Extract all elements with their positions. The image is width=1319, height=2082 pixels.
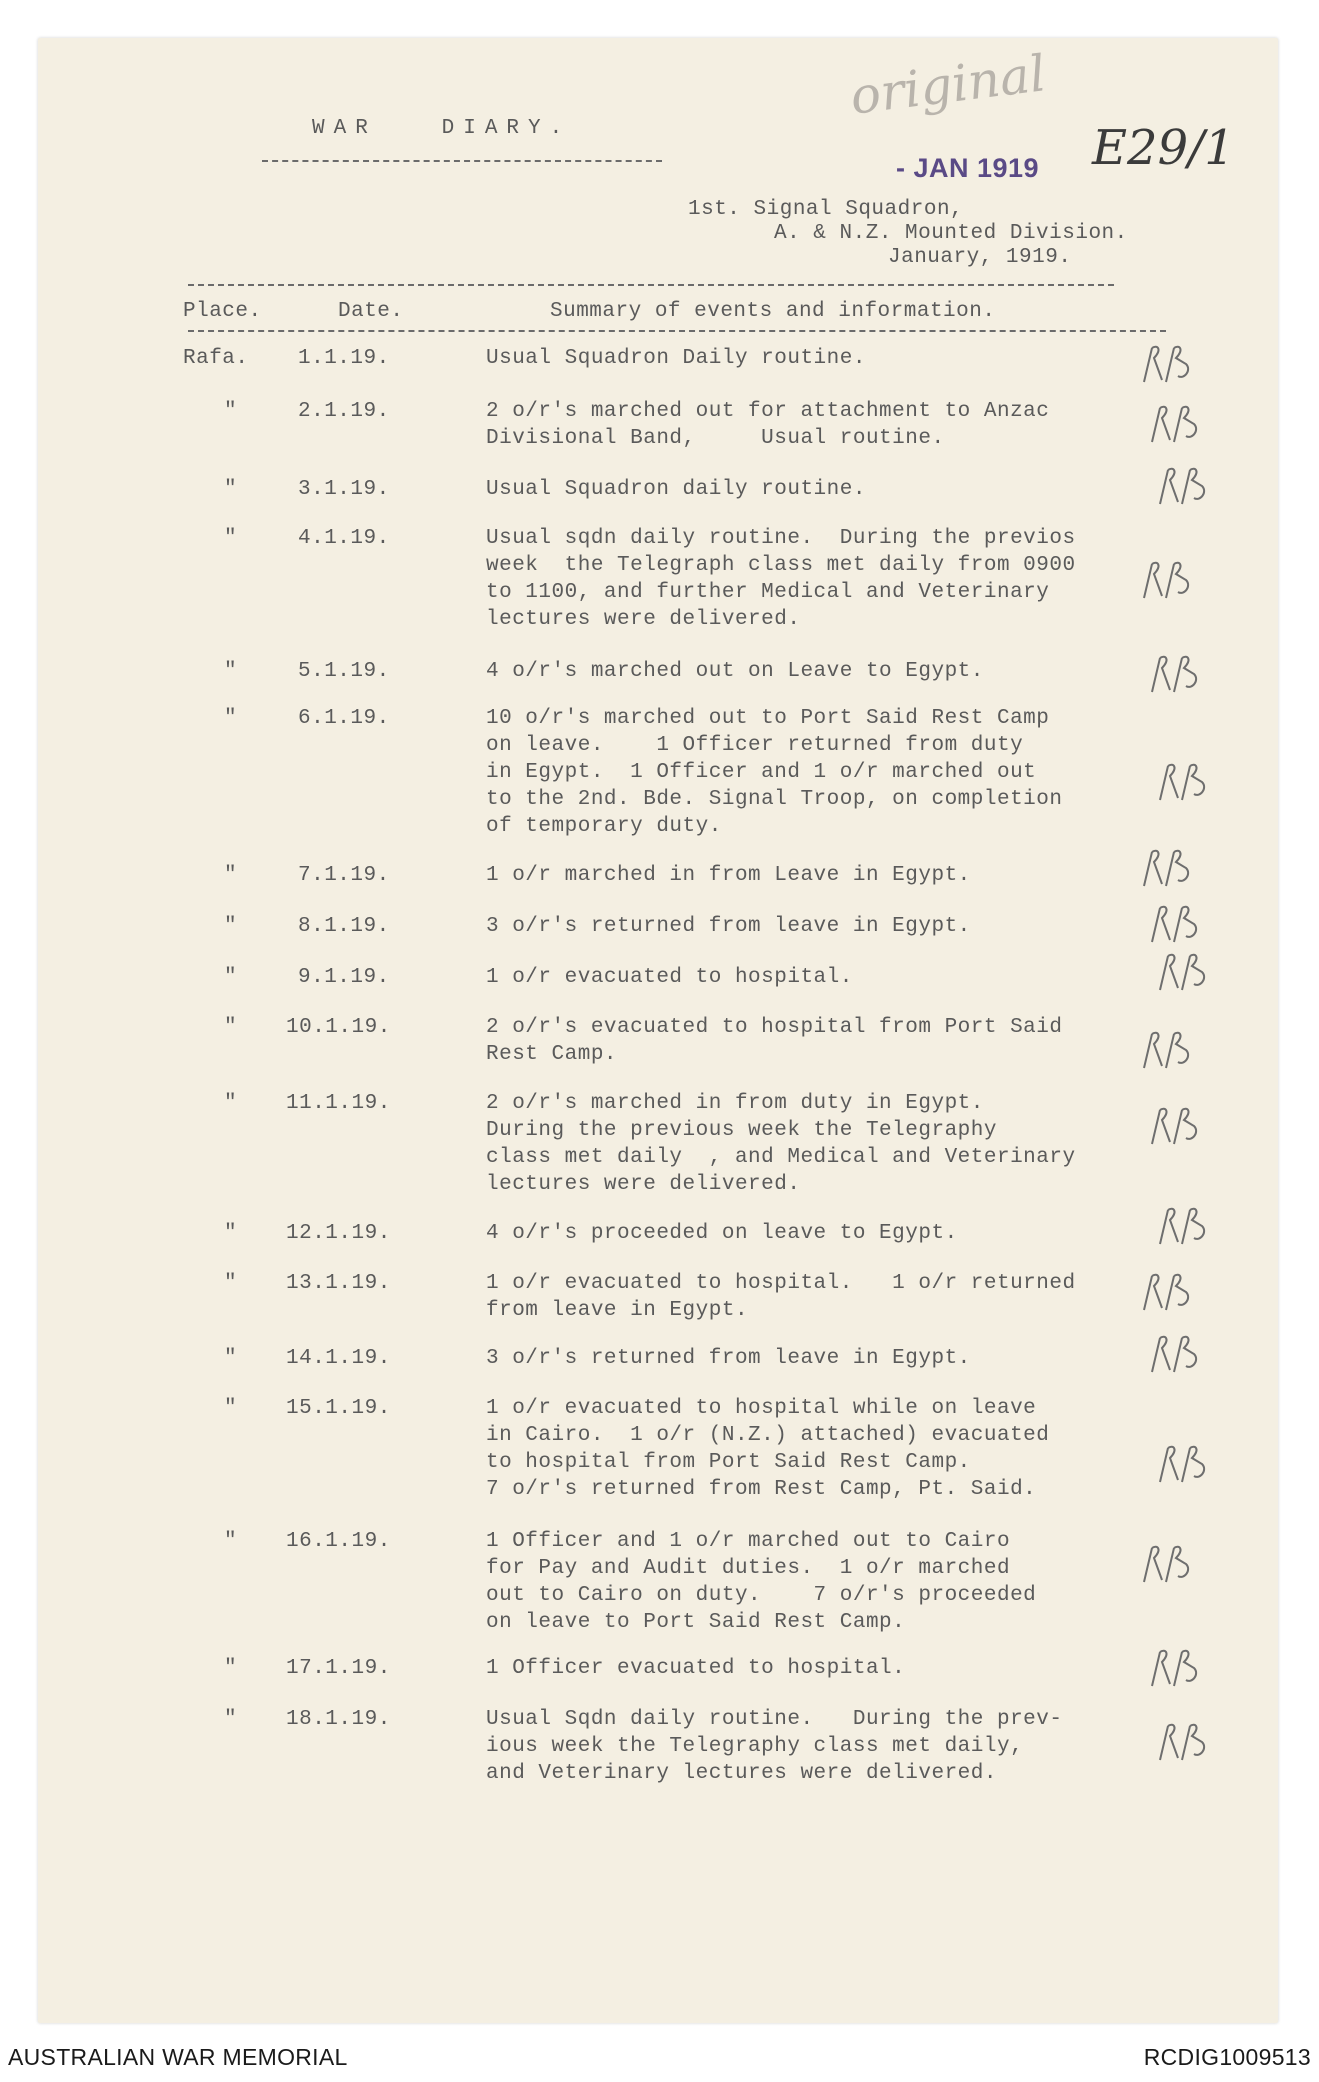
entry-place: Rafa. (183, 347, 249, 370)
entry-summary: 2 o/r's evacuated to hospital from Port Said Rest Camp. (486, 1016, 1063, 1066)
entry-date: 17.1.19. (286, 1657, 391, 1680)
entry-summary: Usual Sqdn daily routine. During the prev- ious week the Telegraphy class met daily, and Veterinary lectures were delivered. (486, 1708, 1063, 1785)
handwritten-initials (1148, 900, 1212, 946)
entry-place: " (223, 1530, 238, 1553)
handwritten-initials (1140, 1268, 1204, 1314)
handwritten-initials (1140, 1026, 1204, 1072)
entry-summary: Usual Squadron daily routine. (486, 478, 866, 501)
entry-date: 10.1.19. (286, 1016, 391, 1039)
handwritten-initials (1148, 650, 1212, 696)
handwritten-initials (1156, 1202, 1220, 1248)
entry-date: 6.1.19. (298, 707, 390, 730)
entry-date: 13.1.19. (286, 1272, 391, 1295)
entry-summary: 1 o/r evacuated to hospital. (486, 966, 853, 989)
handwritten-reference: E29/1 (1092, 120, 1235, 176)
entry-summary: Usual sqdn daily routine. During the previos week the Telegraph class met daily from 0900 to 1100, and further Medical and Veterinary lectures were delivered. (486, 527, 1076, 631)
handwritten-initials (1140, 556, 1204, 602)
handwritten-initials (1140, 844, 1204, 890)
entry-place: " (223, 1397, 238, 1420)
initials-mark (1156, 758, 1220, 804)
handwritten-initials (1148, 1330, 1212, 1376)
handwritten-original-note: original (847, 44, 1049, 126)
column-place: Place. (183, 300, 262, 323)
initials-mark (1156, 1718, 1220, 1764)
entry-summary: 2 o/r's marched out for attachment to Anzac Divisional Band, Usual routine. (486, 400, 1050, 450)
initials-mark (1156, 948, 1220, 994)
entry-date: 18.1.19. (286, 1708, 391, 1731)
entry-date: 15.1.19. (286, 1397, 391, 1420)
initials-mark (1156, 1202, 1220, 1248)
entry-summary: 3 o/r's returned from leave in Egypt. (486, 1347, 971, 1370)
header-rule-bottom (188, 330, 1166, 332)
handwritten-initials (1148, 1102, 1212, 1148)
entry-place: " (223, 400, 238, 423)
entry-date: 8.1.19. (298, 915, 390, 938)
footer-record-id: RCDIG1009513 (1143, 2044, 1311, 2070)
initials-mark (1148, 900, 1212, 946)
entry-summary: 1 Officer evacuated to hospital. (486, 1657, 906, 1680)
entry-place: " (223, 864, 238, 887)
entry-place: " (223, 660, 238, 683)
initials-mark (1148, 650, 1212, 696)
handwritten-initials (1140, 340, 1204, 386)
handwritten-initials (1148, 400, 1212, 446)
initials-mark (1148, 1102, 1212, 1148)
entry-summary: Usual Squadron Daily routine. (486, 347, 866, 370)
handwritten-initials (1156, 1718, 1220, 1764)
entry-summary: 3 o/r's returned from leave in Egypt. (486, 915, 971, 938)
entry-place: " (223, 707, 238, 730)
initials-mark (1148, 1644, 1212, 1690)
entry-place: " (223, 527, 238, 550)
entry-place: " (223, 966, 238, 989)
entry-place: " (223, 1657, 238, 1680)
title-underline (262, 160, 662, 162)
entry-summary: 1 Officer and 1 o/r marched out to Cairo for Pay and Audit duties. 1 o/r marched out to Cairo on duty. 7 o/r's proceeded on leave to Port Said Rest Camp. (486, 1530, 1037, 1634)
entry-date: 5.1.19. (298, 660, 390, 683)
entry-summary: 10 o/r's marched out to Port Said Rest Camp on leave. 1 Officer returned from duty in Egypt. 1 Officer and 1 o/r marched out to the 2nd. Bde. Signal Troop, on completion of temporary duty. (486, 707, 1063, 838)
initials-mark (1148, 1330, 1212, 1376)
column-summary: Summary of events and information. (550, 300, 996, 323)
handwritten-initials (1156, 462, 1220, 508)
entry-date: 14.1.19. (286, 1347, 391, 1370)
entry-date: 7.1.19. (298, 864, 390, 887)
initials-mark (1140, 1268, 1204, 1314)
entry-summary: 4 o/r's marched out on Leave to Egypt. (486, 660, 984, 683)
entry-date: 11.1.19. (286, 1092, 391, 1115)
entry-date: 2.1.19. (298, 400, 390, 423)
unit-line-1: 1st. Signal Squadron, (688, 198, 964, 221)
initials-mark (1140, 1026, 1204, 1072)
entry-place: " (223, 915, 238, 938)
entry-summary: 2 o/r's marched in from duty in Egypt. During the previous week the Telegraphy class met daily , and Medical and Veterinary lectures were delivered. (486, 1092, 1076, 1196)
initials-mark (1140, 556, 1204, 602)
entry-date: 1.1.19. (298, 347, 390, 370)
entry-place: " (223, 1272, 238, 1295)
entry-date: 16.1.19. (286, 1530, 391, 1553)
entry-date: 3.1.19. (298, 478, 390, 501)
entry-summary: 1 o/r evacuated to hospital while on leave in Cairo. 1 o/r (N.Z.) attached) evacuated to hospital from Port Said Rest Camp. 7 o/r's returned from Rest Camp, Pt. Said. (486, 1397, 1050, 1501)
footer-institution: AUSTRALIAN WAR MEMORIAL (8, 2044, 348, 2070)
handwritten-initials (1156, 758, 1220, 804)
initials-mark (1140, 340, 1204, 386)
initials-mark (1148, 400, 1212, 446)
initials-mark (1156, 462, 1220, 508)
handwritten-initials (1156, 1440, 1220, 1486)
initials-mark (1140, 844, 1204, 890)
date-received-stamp: - JAN 1919 (896, 153, 1040, 183)
unit-line-2: A. & N.Z. Mounted Division. (774, 222, 1128, 245)
entry-date: 4.1.19. (298, 527, 390, 550)
handwritten-initials (1156, 948, 1220, 994)
entry-summary: 1 o/r evacuated to hospital. 1 o/r returned from leave in Egypt. (486, 1272, 1076, 1322)
entry-place: " (223, 1092, 238, 1115)
initials-mark (1156, 1440, 1220, 1486)
entry-place: " (223, 1708, 238, 1731)
column-date: Date. (338, 300, 404, 323)
initials-mark (1140, 1540, 1204, 1586)
entry-date: 9.1.19. (298, 966, 390, 989)
entry-date: 12.1.19. (286, 1222, 391, 1245)
entry-place: " (223, 478, 238, 501)
handwritten-initials (1148, 1644, 1212, 1690)
entry-summary: 1 o/r marched in from Leave in Egypt. (486, 864, 971, 887)
header-rule-top (188, 284, 1114, 286)
entry-place: " (223, 1347, 238, 1370)
unit-line-3: January, 1919. (888, 246, 1072, 269)
handwritten-initials (1140, 1540, 1204, 1586)
diary-title: WAR DIARY. (312, 117, 572, 140)
entry-place: " (223, 1222, 238, 1245)
entry-place: " (223, 1016, 238, 1039)
entry-summary: 4 o/r's proceeded on leave to Egypt. (486, 1222, 958, 1245)
